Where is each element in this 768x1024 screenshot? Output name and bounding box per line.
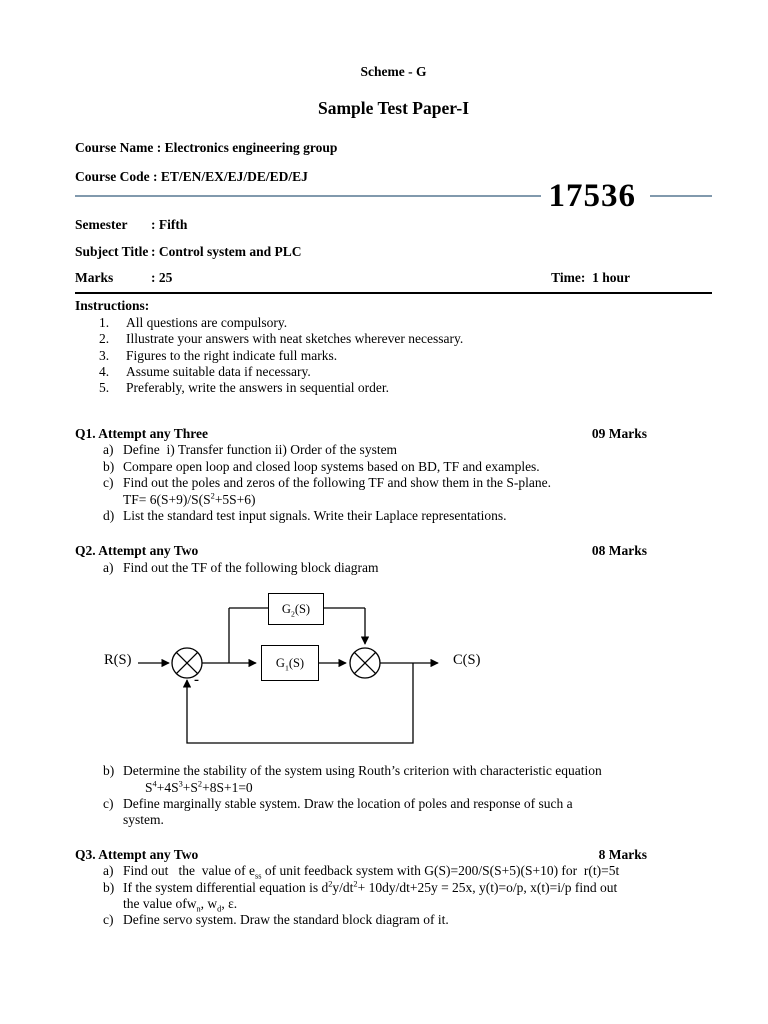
item-label: c): [103, 475, 114, 491]
instruction-text: Assume suitable data if necessary.: [126, 364, 311, 380]
time-value: Time: 1 hour: [551, 270, 630, 286]
subject-title-label: Subject Title: [75, 243, 149, 259]
item-label: a): [103, 442, 114, 458]
item-label: a): [103, 863, 114, 879]
semester-label: Semester: [75, 217, 128, 233]
item-text: Find out the TF of the following block diagram: [123, 559, 379, 575]
input-signal-label: R(S): [104, 652, 132, 669]
instruction-number: 4.: [99, 364, 110, 380]
scheme-heading: Scheme - G: [360, 64, 427, 79]
instruction-text: Illustrate your answers with neat sketches wherever necessary.: [126, 331, 464, 347]
question-item: [103, 880, 712, 913]
question-3-heading: [75, 847, 712, 863]
meta-row-semester: [75, 217, 712, 233]
meta-row-subject: [75, 244, 712, 260]
g1-block: [261, 645, 319, 681]
question-3-title: Q3. Attempt any Two: [75, 846, 199, 862]
question-3-marks: 8 Marks: [598, 846, 647, 862]
question-item: [103, 459, 712, 475]
question-1-title: Q1. Attempt any Three: [75, 425, 208, 441]
output-signal-label: C(S): [453, 652, 481, 669]
paper-code: 17536: [548, 177, 636, 214]
g2-block: [268, 593, 324, 625]
instruction-number: 1.: [99, 314, 110, 330]
course-code-line: Course Code : ET/EN/EX/EJ/DE/ED/EJ: [75, 168, 308, 184]
item-text: Find out the value of $e_{ss}$ of unit feedback system with G(S)=200/S(S+5)(S+10) for r(t)=5t: [123, 863, 620, 881]
question-item: [103, 912, 712, 928]
item-text-continuation: system.: [123, 812, 164, 828]
item-text: Define i) Transfer function ii) Order of the system: [123, 442, 398, 458]
transfer-function-formula: $TF= 6(S+9)/S(S^2+5S+6)$: [123, 491, 256, 507]
item-text-continuation: the value ofw$_n$, $w_d$, ε.: [123, 895, 238, 914]
question-2-title: Q2. Attempt any Two: [75, 543, 199, 559]
g1-block-label: $G_1(S)$: [275, 655, 305, 673]
item-text: Define servo system. Draw the standard block diagram of it.: [123, 912, 449, 928]
question-item: [103, 560, 712, 576]
item-text: Compare open loop and closed loop systems based on BD, TF and examples.: [123, 458, 540, 474]
semester-value: : Fifth: [151, 217, 188, 233]
question-item: [103, 475, 712, 508]
characteristic-equation: $S^4+4S^3+S^2+8S+1=0$: [145, 779, 253, 795]
question-item: [103, 442, 712, 458]
paper-code-rule-right: [650, 195, 712, 197]
instruction-text: All questions are compulsory.: [126, 314, 288, 330]
course-name-line: Course Name : Electronics engineering group: [75, 140, 338, 156]
instruction-number: 2.: [99, 331, 110, 347]
instruction-item: [99, 331, 712, 347]
header-divider-rule: [75, 292, 712, 294]
marks-value: : 25: [151, 270, 173, 286]
item-text: Find out the poles and zeros of the following TF and show them in the S-plane.: [123, 475, 551, 491]
meta-row-marks: [75, 270, 712, 286]
question-2-marks: 08 Marks: [591, 543, 647, 559]
instruction-item: [99, 315, 712, 331]
instruction-item: [99, 364, 712, 380]
question-item: [103, 863, 712, 879]
page-title: Sample Test Paper-I: [317, 98, 470, 119]
item-label: d): [103, 507, 115, 523]
item-text: If the system differential equation is $d^2y/dt^2+ 10dy/dt+25y = 25x$, y(t)=o/p, x(t)=i/p find out: [123, 879, 618, 895]
question-item: [103, 796, 712, 829]
subject-title-value: : Control system and PLC: [151, 243, 302, 259]
instruction-text: Figures to the right indicate full marks.: [126, 347, 338, 363]
item-text: Define marginally stable system. Draw the location of poles and response of such a: [123, 795, 573, 811]
item-label: c): [103, 795, 114, 811]
instruction-item: [99, 348, 712, 364]
g2-block-label: $G_2(S)$: [281, 601, 311, 619]
item-label: c): [103, 912, 114, 928]
item-text: Determine the stability of the system using Routh’s criterion with characteristic equation: [123, 763, 602, 779]
block-diagram: [100, 590, 500, 755]
instruction-number: 5.: [99, 380, 110, 396]
marks-label: Marks: [75, 270, 114, 286]
instruction-item: [99, 380, 712, 396]
question-1-heading: [75, 426, 712, 442]
item-label: b): [103, 879, 115, 895]
paper-code-rule-left: [75, 195, 541, 197]
question-1-marks: 09 Marks: [591, 425, 647, 441]
item-label: b): [103, 763, 115, 779]
instructions-heading: Instructions:: [75, 298, 150, 314]
minus-sign-label: -: [194, 672, 199, 689]
instruction-text: Preferably, write the answers in sequential order.: [126, 380, 390, 396]
item-label: a): [103, 559, 114, 575]
question-item: [103, 763, 712, 796]
item-text: List the standard test input signals. Write their Laplace representations.: [123, 507, 507, 523]
item-label: b): [103, 458, 115, 474]
question-2-heading: [75, 543, 712, 559]
question-item: [103, 508, 712, 524]
instruction-number: 3.: [99, 347, 110, 363]
